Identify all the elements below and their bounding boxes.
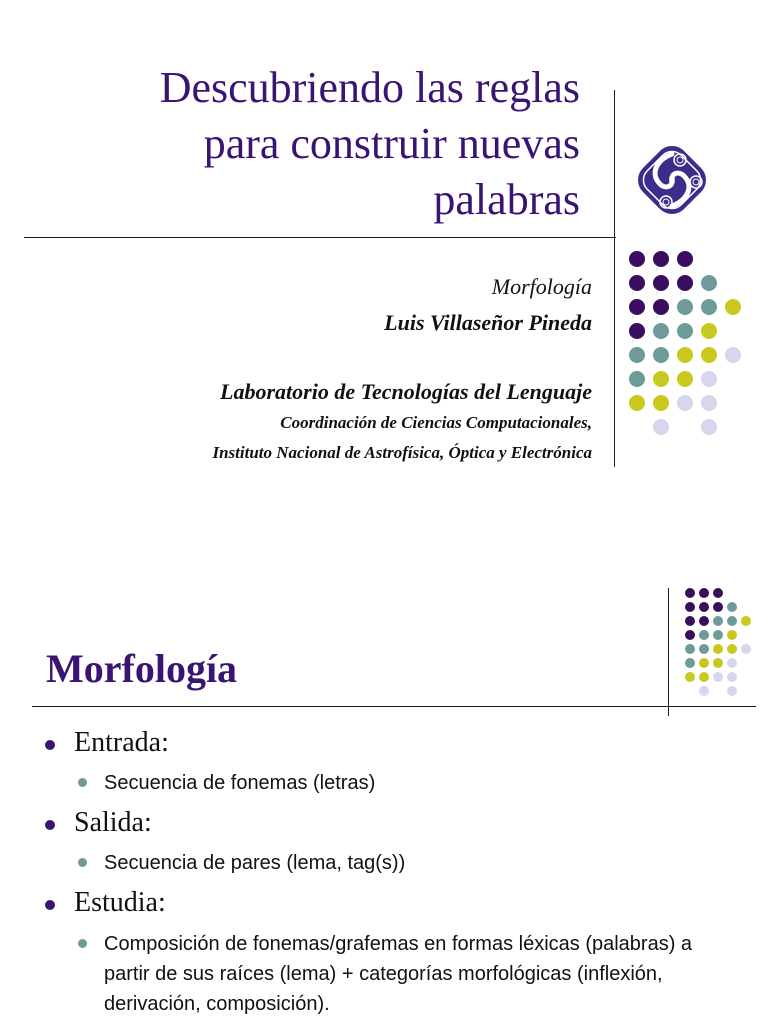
decorative-dot [727,672,737,682]
spiral-emblem-icon [626,134,718,226]
sub-bullet-text: Composición de fonemas/grafemas en formas léxicas (palabras) a partir de sus raíces (lema) + categorías morfológicas (inflexión, derivación, composición). [104,933,693,1015]
title-divider-vertical [614,90,615,467]
sub-bullet-entrada [78,768,738,798]
sub-bullet-text: Secuencia de pares (lema, tag(s)) [104,852,406,874]
decorative-dot [699,658,709,668]
decorative-dot [741,616,751,626]
lab-name: Laboratorio de Tecnologías del Lenguaje [220,379,592,404]
decorative-dot [727,616,737,626]
decorative-dot [713,672,723,682]
sub-bullet-salida [78,848,738,878]
decorative-dot [629,347,645,363]
bullet-salida [48,807,152,839]
bullet-estudia [48,887,166,919]
decorative-dot [677,395,693,411]
decorative-dot [685,630,695,640]
author-name: Luis Villaseñor Pineda [384,310,592,335]
decorative-dot [653,299,669,315]
subtitle: Morfología [491,274,592,299]
decorative-dot [677,323,693,339]
decorative-dot [699,686,709,696]
decorative-dot [699,630,709,640]
decorative-dot [701,323,717,339]
bullet-label: Estudia: [74,887,166,918]
decorative-dot [685,588,695,598]
decorative-dot [685,672,695,682]
decorative-dot [685,602,695,612]
decorative-dot [653,323,669,339]
decorative-dot [713,588,723,598]
decorative-dot [725,347,741,363]
bullet-label: Entrada: [74,727,169,758]
decorative-dot [713,630,723,640]
bullet-entrada [48,727,169,759]
decorative-dot [727,630,737,640]
bullet-dot-icon [45,740,55,750]
slide-title-line-2: para construir nuevas [203,119,580,168]
decorative-dot [701,299,717,315]
decorative-dot [727,686,737,696]
bullet-dot-icon [45,900,55,910]
decorative-dot [701,371,717,387]
decorative-dot [701,419,717,435]
decorative-dot [677,275,693,291]
decorative-dot [653,395,669,411]
decorative-dot [629,251,645,267]
decorative-dot [741,644,751,654]
decorative-dot [653,275,669,291]
institute-name: Instituto Nacional de Astrofísica, Óptica y Electrónica [212,443,592,462]
decorative-dot [727,644,737,654]
sub-bullet-text: Secuencia de fonemas (letras) [104,772,376,794]
decorative-dot [653,347,669,363]
decorative-dot [713,616,723,626]
decorative-dot [677,371,693,387]
decorative-dot [699,602,709,612]
sub-bullet-dot-icon [78,858,87,867]
decorative-dot [685,616,695,626]
slide-title [20,60,580,228]
decorative-dot [677,251,693,267]
decorative-dot [677,299,693,315]
decorative-dot [685,658,695,668]
sub-bullet-estudia [78,929,738,1019]
decorative-dot [713,644,723,654]
sub-bullet-dot-icon [78,778,87,787]
decorative-dot [699,616,709,626]
decorative-dot [653,251,669,267]
coordination-name: Coordinación de Ciencias Computacionales, [280,413,592,432]
sub-bullet-dot-icon [78,939,87,948]
decorative-dot [629,371,645,387]
decorative-dot [727,658,737,668]
decorative-dot [701,275,717,291]
decorative-dot [699,588,709,598]
decorative-dot [629,323,645,339]
decorative-dot [629,275,645,291]
bullet-dot-icon [45,820,55,830]
title-divider-horizontal [32,706,756,707]
decorative-dot [677,347,693,363]
decorative-dot [629,299,645,315]
title-divider-horizontal [24,237,616,238]
decorative-dot [701,347,717,363]
decorative-dot [699,644,709,654]
decorative-dot [713,658,723,668]
section-title: Morfología [46,646,238,691]
decorative-dot [699,672,709,682]
decorative-dot [653,419,669,435]
decorative-dot [725,299,741,315]
bullet-label: Salida: [74,807,152,838]
decorative-dot [629,395,645,411]
decorative-dot [713,602,723,612]
slide-title-line-3: palabras [433,175,580,224]
decorative-dot [727,602,737,612]
title-divider-vertical [668,588,669,716]
decorative-dot [653,371,669,387]
decorative-dot [701,395,717,411]
decorative-dot [685,644,695,654]
slide-title-line-1: Descubriendo las reglas [159,63,580,112]
